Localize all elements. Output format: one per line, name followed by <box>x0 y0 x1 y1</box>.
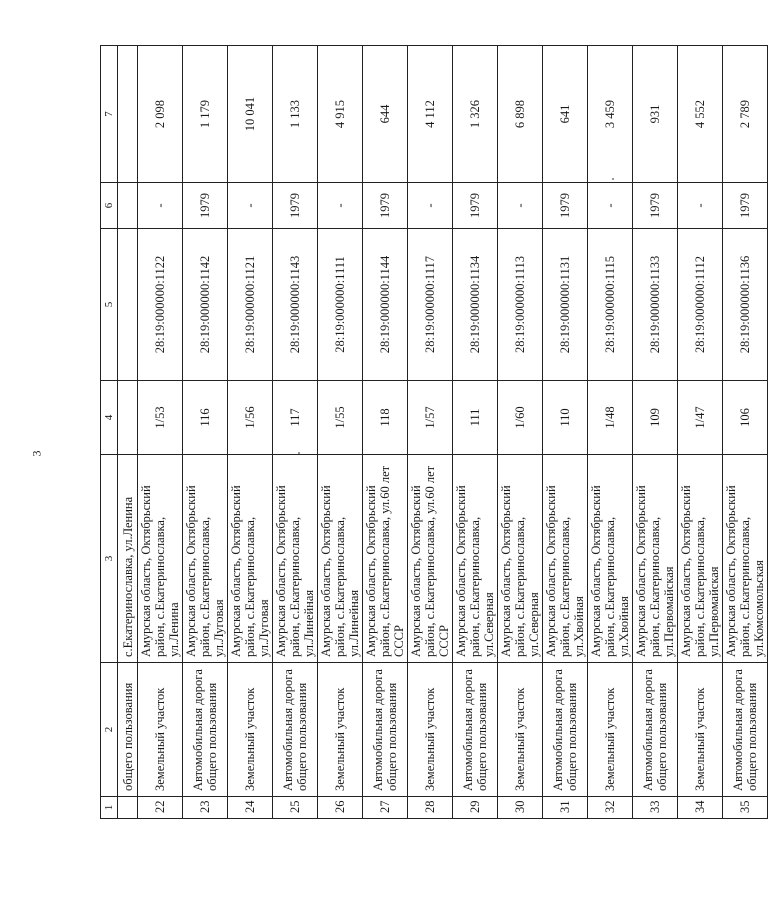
cell-address: Амурская область, Октябрьский район, с.Екатеринославка, ул.Хвойная <box>588 455 633 663</box>
cell-cadastral: 28:19:000000:1113 <box>498 229 543 381</box>
cell-number: 31 <box>543 797 588 819</box>
cell-year: - <box>228 183 273 229</box>
cell-year: 1979 <box>273 183 318 229</box>
header-cell: 5 <box>101 229 118 381</box>
cell-name: Автомобильная дорога общего пользования <box>183 663 228 797</box>
cell-year: - <box>678 183 723 229</box>
cell-address: Амурская область, Октябрьский район, с.Екатеринославка, ул.Хвойная <box>543 455 588 663</box>
cell-number: 24 <box>228 797 273 819</box>
table-row <box>273 46 318 819</box>
cell-code: 1/60 <box>498 381 543 455</box>
header-cell: 6 <box>101 183 118 229</box>
cell-address: Амурская область, Октябрьский район, с.Екатеринославка, ул.Линейная <box>318 455 363 663</box>
cell-value: 4 112 <box>408 46 453 183</box>
cell-number: 25 <box>273 797 318 819</box>
cell-code: 1/56 <box>228 381 273 455</box>
cell-code <box>118 381 138 455</box>
cell-cadastral: 28:19:000000:1133 <box>633 229 678 381</box>
cell-year: - <box>138 183 183 229</box>
cell-number: 33 <box>633 797 678 819</box>
table-row <box>543 46 588 819</box>
cell-code: 109 <box>633 381 678 455</box>
table-row <box>633 46 678 819</box>
cell-name: Автомобильная дорога общего пользования <box>633 663 678 797</box>
cell-value <box>118 46 138 183</box>
cell-name: Земельный участок <box>498 663 543 797</box>
cell-number <box>118 797 138 819</box>
cell-value: 1 326 <box>453 46 498 183</box>
cell-address: Амурская область, Октябрьский район, с.Екатеринославка, ул.60 лет СССР <box>408 455 453 663</box>
cell-value: 3 459 <box>588 46 633 183</box>
inventory-table-rotated <box>100 46 766 819</box>
cell-value: 1 133 <box>273 46 318 183</box>
cell-code: 110 <box>543 381 588 455</box>
cell-address: Амурская область, Октябрьский район, с.Екатеринославка, ул.Первомайская <box>633 455 678 663</box>
cell-cadastral: 28:19:000000:1111 <box>318 229 363 381</box>
cell-address: Амурская область, Октябрьский район, с.Екатеринославка, ул.Луговая <box>228 455 273 663</box>
cell-number: 23 <box>183 797 228 819</box>
cell-code: 106 <box>723 381 768 455</box>
cell-code: 116 <box>183 381 228 455</box>
header-cell: 4 <box>101 381 118 455</box>
cell-value: 6 898 <box>498 46 543 183</box>
table-row <box>228 46 273 819</box>
cell-address: Амурская область, Октябрьский район, с.Екатеринославка, ул.Северная <box>498 455 543 663</box>
inventory-table-wrapper <box>100 46 766 819</box>
cell-number: 28 <box>408 797 453 819</box>
table-row <box>138 46 183 819</box>
cell-code: 1/47 <box>678 381 723 455</box>
cell-value: 931 <box>633 46 678 183</box>
cell-name: общего пользования <box>118 663 138 797</box>
page-number: 3 <box>29 450 44 457</box>
header-cell: 2 <box>101 663 118 797</box>
cell-value: 644 <box>363 46 408 183</box>
cell-number: 30 <box>498 797 543 819</box>
cell-code: 1/57 <box>408 381 453 455</box>
cell-name: Автомобильная дорога общего пользования <box>453 663 498 797</box>
cell-number: 34 <box>678 797 723 819</box>
cell-year: 1979 <box>723 183 768 229</box>
cell-cadastral: 28:19:000000:1131 <box>543 229 588 381</box>
cell-value: 4 552 <box>678 46 723 183</box>
cell-value: 4 915 <box>318 46 363 183</box>
cell-cadastral: 28:19:000000:1115 <box>588 229 633 381</box>
table-row <box>678 46 723 819</box>
cell-year: 1979 <box>543 183 588 229</box>
table-row <box>498 46 543 819</box>
cell-cadastral <box>118 229 138 381</box>
header-cell: 1 <box>101 797 118 819</box>
cell-name: Автомобильная дорога общего пользования <box>543 663 588 797</box>
cell-address: Амурская область, Октябрьский район, с.Екатеринославка, ул.Комсомольская <box>723 455 768 663</box>
cell-name: Земельный участок <box>408 663 453 797</box>
cell-cadastral: 28:19:000000:1136 <box>723 229 768 381</box>
cell-value: 10 041 <box>228 46 273 183</box>
cell-year: - <box>588 183 633 229</box>
cell-year: - <box>318 183 363 229</box>
cell-year: 1979 <box>453 183 498 229</box>
cell-name: Земельный участок <box>138 663 183 797</box>
cell-cadastral: 28:19:000000:1134 <box>453 229 498 381</box>
cell-year: 1979 <box>183 183 228 229</box>
cell-name: Автомобильная дорога общего пользования <box>363 663 408 797</box>
cell-name: Земельный участок <box>228 663 273 797</box>
cell-value: 2 098 <box>138 46 183 183</box>
cell-number: 35 <box>723 797 768 819</box>
cell-cadastral: 28:19:000000:1144 <box>363 229 408 381</box>
cell-name: Автомобильная дорога общего пользования <box>723 663 768 797</box>
cell-address: Амурская область, Октябрьский район, с.Екатеринославка, ул.Линейная <box>273 455 318 663</box>
table-row <box>183 46 228 819</box>
cell-year: - <box>498 183 543 229</box>
header-cell: 3 <box>101 455 118 663</box>
table-row <box>588 46 633 819</box>
table-row <box>723 46 768 819</box>
cell-code: 111 <box>453 381 498 455</box>
table-row <box>408 46 453 819</box>
cell-name: Земельный участок <box>588 663 633 797</box>
cell-year <box>118 183 138 229</box>
cell-cadastral: 28:19:000000:1117 <box>408 229 453 381</box>
inventory-table <box>100 45 768 819</box>
cell-number: 29 <box>453 797 498 819</box>
cell-cadastral: 28:19:000000:1122 <box>138 229 183 381</box>
cell-value: 2 789 <box>723 46 768 183</box>
cell-code: 1/55 <box>318 381 363 455</box>
cell-cadastral: 28:19:000000:1121 <box>228 229 273 381</box>
cell-code: 1/53 <box>138 381 183 455</box>
cell-address: Амурская область, Октябрьский район, с.Екатеринославка, ул.60 лет СССР <box>363 455 408 663</box>
header-cell: 7 <box>101 46 118 183</box>
continuation-row <box>118 46 138 819</box>
cell-code: 1/48 <box>588 381 633 455</box>
header-row <box>101 46 118 819</box>
cell-code: 117 <box>273 381 318 455</box>
cell-address: Амурская область, Октябрьский район, с.Екатеринославка, ул.Луговая <box>183 455 228 663</box>
table-row <box>318 46 363 819</box>
cell-number: 22 <box>138 797 183 819</box>
cell-value: 641 <box>543 46 588 183</box>
cell-address: с.Екатеринославка, ул.Ленина <box>118 455 138 663</box>
cell-address: Амурская область, Октябрьский район, с.Екатеринославка, ул.Северная <box>453 455 498 663</box>
cell-name: Земельный участок <box>678 663 723 797</box>
cell-year: 1979 <box>363 183 408 229</box>
cell-number: 32 <box>588 797 633 819</box>
cell-address: Амурская область, Октябрьский район, с.Екатеринославка, ул.Первомайская <box>678 455 723 663</box>
table-row <box>363 46 408 819</box>
cell-cadastral: 28:19:000000:1143 <box>273 229 318 381</box>
cell-address: Амурская область, Октябрьский район, с.Екатеринославка, ул.Ленина <box>138 455 183 663</box>
cell-name: Автомобильная дорога общего пользования <box>273 663 318 797</box>
cell-number: 27 <box>363 797 408 819</box>
cell-year: 1979 <box>633 183 678 229</box>
cell-year: - <box>408 183 453 229</box>
table-row <box>453 46 498 819</box>
cell-cadastral: 28:19:000000:1112 <box>678 229 723 381</box>
cell-name: Земельный участок <box>318 663 363 797</box>
cell-value: 1 179 <box>183 46 228 183</box>
cell-number: 26 <box>318 797 363 819</box>
cell-code: 118 <box>363 381 408 455</box>
cell-cadastral: 28:19:000000:1142 <box>183 229 228 381</box>
